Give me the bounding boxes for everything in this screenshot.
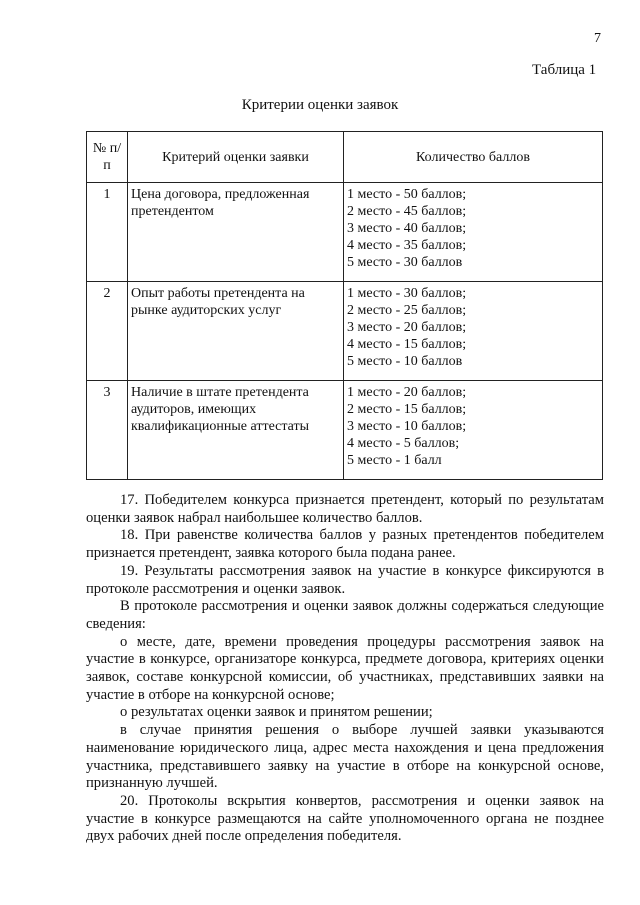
paragraph-protocol-best: в случае принятия решения о выборе лучшей заявки указываются наименование юридического лица, адрес места нахождения и цена предложения участника, представившего заявку на участие в отборе на конкурсной основе, признанную лучшей. [86,722,604,792]
score-line: 3 место - 20 баллов; [347,320,467,335]
paragraph-18: 18. При равенстве количества баллов у разных претендентов победителем признается претендент, заявка которого была подана ранее. [86,527,604,562]
table-header-row [87,132,603,183]
score-line: 3 место - 40 баллов; [347,221,467,236]
table-title: Критерии оценки заявок [241,97,399,113]
row-scores [344,183,603,282]
table-row [87,381,603,480]
score-line: 2 место - 25 баллов; [347,303,467,318]
score-line: 3 место - 10 баллов; [347,419,467,434]
row-scores [344,282,603,381]
row-number: 1 [87,183,128,282]
header-criterion: Критерий оценки заявки [128,132,344,183]
row-number: 2 [87,282,128,381]
score-line: 1 место - 50 баллов; [347,187,467,202]
score-line: 5 место - 10 баллов [347,354,463,369]
header-number: № п/п [87,132,128,183]
paragraph-protocol-place: о месте, дате, времени проведения процедуры рассмотрения заявок на участие в конкурсе, организаторе конкурса, предмете договора, критериях оценки заявок, составе конкурсной комиссии, об участниках, представивших заявки на участие в отборе на конкурсной основе; [86,633,604,703]
score-line: 5 место - 30 баллов [347,255,463,270]
score-line: 2 место - 15 баллов; [347,402,467,417]
paragraph-protocol-results: о результатах оценки заявок и принятом решении; [120,704,433,721]
table-row [87,282,603,381]
score-line: 2 место - 45 баллов; [347,204,467,219]
criteria-table [86,131,603,480]
row-criterion: Опыт работы претендента на рынке аудиторских услуг [128,282,344,381]
score-line: 4 место - 15 баллов; [347,337,467,352]
page-number: 7 [594,31,601,46]
score-line: 4 место - 5 баллов; [347,436,460,451]
paragraph-20: 20. Протоколы вскрытия конвертов, рассмотрения и оценки заявок на участие в конкурсе размещаются на сайте уполномоченного органа не позднее двух рабочих дней после определения победителя. [86,792,604,845]
table-row [87,183,603,282]
table-label: Таблица 1 [532,62,597,78]
row-scores [344,381,603,480]
row-number: 3 [87,381,128,480]
header-points: Количество баллов [344,132,603,183]
paragraph-17: 17. Победителем конкурса признается претендент, который по результатам оценки заявок набрал наибольшее количество баллов. [86,492,604,526]
row-criterion: Наличие в штате претендента аудиторов, имеющих квалификационные аттестаты [128,381,344,480]
score-line: 5 место - 1 балл [347,453,442,468]
score-line: 1 место - 20 баллов; [347,385,467,400]
score-line: 4 место - 35 баллов; [347,238,467,253]
row-criterion: Цена договора, предложенная претендентом [128,183,344,282]
paragraph-protocol-intro: В протоколе рассмотрения и оценки заявок должны содержаться следующие сведения: [86,598,604,632]
body-text [86,492,604,846]
score-line: 1 место - 30 баллов; [347,286,467,301]
paragraph-19: 19. Результаты рассмотрения заявок на участие в конкурсе фиксируются в протоколе рассмотрения и оценки заявок. [86,562,604,597]
